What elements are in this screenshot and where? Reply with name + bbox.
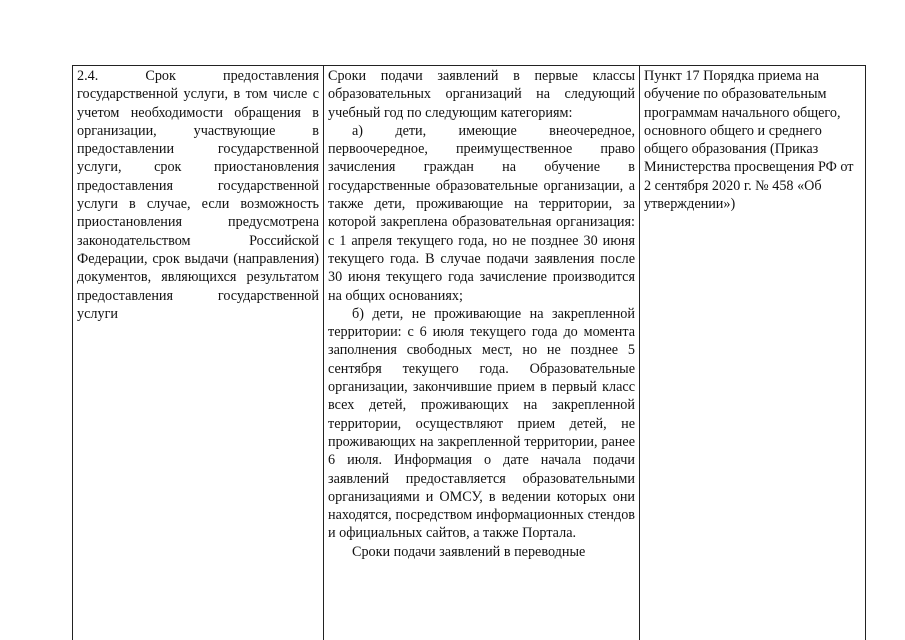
section-heading [77, 67, 319, 323]
deadlines-item-b: б) дети, не проживающие на закрепленной территории: с 6 июля текущего года до момента заполнения свободных мест, но не позднее 5 сентября текущего года. Образовательные организации, закончившие прием в первый класс всех детей, проживающих на закрепленной территории, осуществляют прием детей, не проживающих на закрепленной территории, ранее 6 июля. Информация о дате начала подачи заявлений предоставляется образовательными организациями и ОМСУ, в ведении которых они находятся, посредством информационных стендов и официальных сайтов, а также Портала. [328, 305, 635, 542]
legal-basis-text: Пункт 17 Порядка приема на обучение по образовательным программам начального общего, основного общего и среднего общего образования (Приказ Министерства просвещения РФ от 2 сентября 2020 г. № 458 «Об утверждении») [644, 68, 854, 213]
deadlines-continuation: Сроки подачи заявлений в переводные [352, 543, 586, 560]
deadlines-item-a: а) дети, имеющие внеочередное, первоочередное, преимущественное право зачисления граждан на обучение в государственные образовательные организации, а также дети, проживающие на территории, за которой закреплена образовательная организация: с 1 апреля текущего года, но не позднее 30 июня текущего года. В случае подачи заявления после 30 июня текущего года зачисление производится на общих основаниях; [328, 122, 635, 304]
section-cell [73, 66, 324, 640]
section-number: 2.4. [77, 68, 99, 84]
deadlines-cell [324, 66, 640, 640]
table-row [73, 66, 866, 640]
legal-basis-cell [640, 66, 866, 640]
regulation-table [72, 65, 866, 640]
deadlines-intro: Сроки подачи заявлений в первые классы образовательных организаций на следующий учебный год по следующим категориям: [328, 68, 635, 121]
section-title: Срок предоставления государственной услуги, в том числе с учетом необходимости обращения в организации, участвующие в предоставлении государственной услуги, срок приостановления предоставления государственной услуги в случае, если возможность приостановления предусмотрена законодательством Российской Федерации, срок выдачи (направления) документов, являющихся результатом предоставления государственной услуги [77, 68, 320, 322]
